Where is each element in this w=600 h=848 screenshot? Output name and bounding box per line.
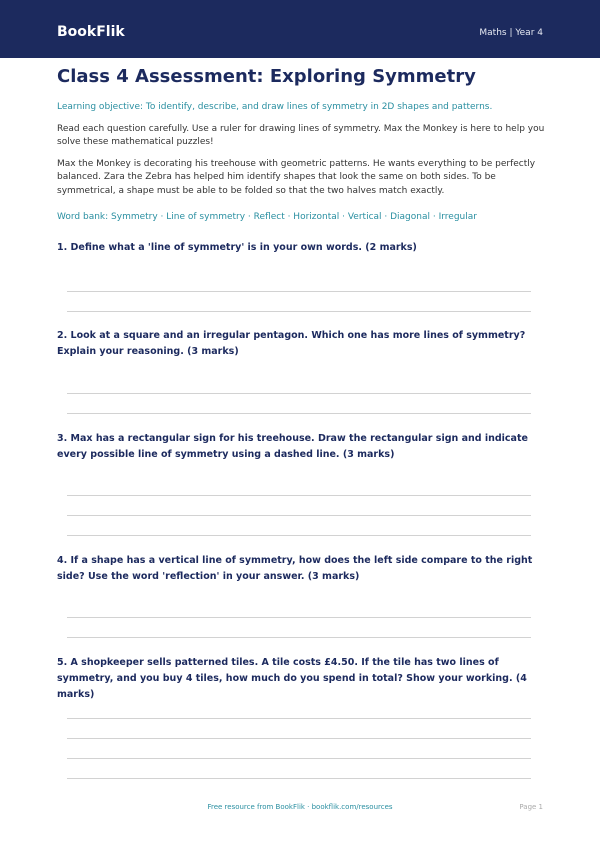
page-title: Class 4 Assessment: Exploring Symmetry (57, 66, 476, 87)
answer-line[interactable] (67, 738, 531, 739)
page-number: Page 1 (519, 803, 543, 811)
learning-objective: Learning objective: To identify, describe, and draw lines of symmetry in 2D shapes and patterns. (57, 102, 493, 112)
story-paragraph: Max the Monkey is decorating his treehouse with geometric patterns. He wants everything to be perfectly balanced. Zara the Zebra has helped him identify shapes that look the same on both sides. To be symmetrical, a shape must be able to be folded so that the two halves match exactly. (57, 159, 536, 196)
question-5: 5. A shopkeeper sells patterned tiles. A tile costs £4.50. If the tile has two lines of symmetry, and you buy 4 tiles, how much do you spend in total? Show your working. (4 marks) (57, 657, 527, 700)
question-3: 3. Max has a rectangular sign for his treehouse. Draw the rectangular sign and indicate every possible line of symmetry using a dashed line. (3 marks) (57, 433, 528, 460)
header-bar (0, 0, 600, 58)
answer-line[interactable] (67, 515, 531, 516)
question-1: 1. Define what a 'line of symmetry' is in your own words. (2 marks) (57, 242, 417, 253)
brand-logo: BookFlik (57, 24, 125, 40)
word-bank: Word bank: Symmetry · Line of symmetry · Reflect · Horizontal · Vertical · Diagonal · Irregular (57, 212, 477, 222)
answer-line[interactable] (67, 617, 531, 618)
answer-line[interactable] (67, 311, 531, 312)
answer-line[interactable] (67, 393, 531, 394)
question-4: 4. If a shape has a vertical line of symmetry, how does the left side compare to the right side? Use the word 'reflection' in your answer. (3 marks) (57, 555, 533, 582)
answer-line[interactable] (67, 291, 531, 292)
answer-line[interactable] (67, 778, 531, 779)
footer-credit: Free resource from BookFlik · bookflik.com/resources (207, 803, 393, 811)
answer-line[interactable] (67, 413, 531, 414)
answer-line[interactable] (67, 535, 531, 536)
instructions-paragraph: Read each question carefully. Use a ruler for drawing lines of symmetry. Max the Monkey is here to help you solve these mathematical puzzles! (57, 124, 545, 148)
question-2: 2. Look at a square and an irregular pentagon. Which one has more lines of symmetry? Explain your reasoning. (3 marks) (57, 330, 526, 357)
subject-year: Maths | Year 4 (479, 28, 543, 38)
answer-line[interactable] (67, 637, 531, 638)
answer-line[interactable] (67, 718, 531, 719)
answer-line[interactable] (67, 758, 531, 759)
answer-line[interactable] (67, 495, 531, 496)
